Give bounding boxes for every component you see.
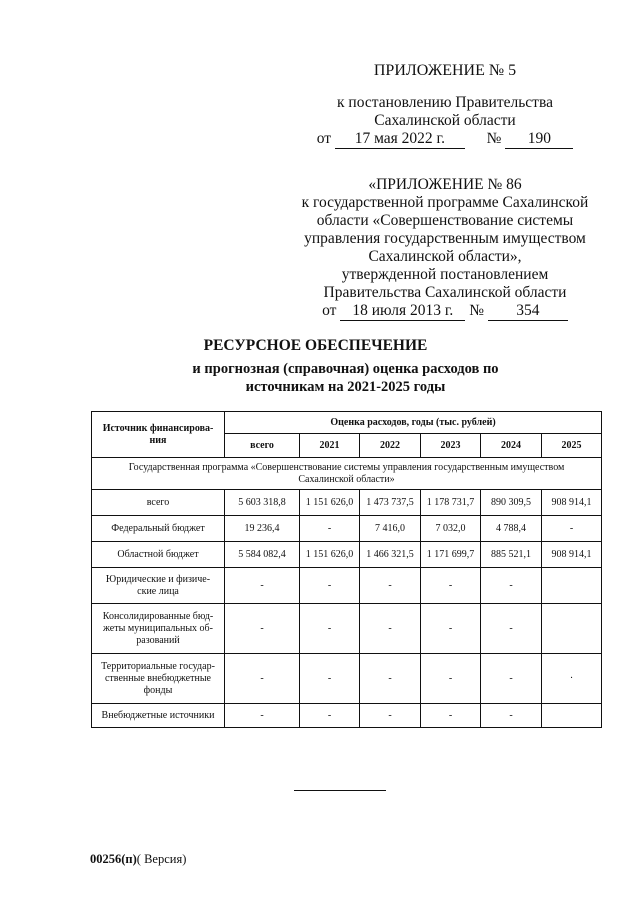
table-row <box>92 704 602 728</box>
table-cell: - <box>360 604 421 654</box>
col-header-2022: 2022 <box>360 434 421 458</box>
table-cell: - <box>481 654 542 704</box>
prior-appendix-from-label: от <box>322 302 337 319</box>
footer-code: 00256(п) <box>90 852 137 866</box>
row-label: всего <box>92 490 225 516</box>
appendix-date-line <box>300 130 590 149</box>
table-cell: - <box>225 654 300 704</box>
prior-appendix-line2: области «Совершенствование системы <box>316 212 574 229</box>
resource-table <box>91 411 602 728</box>
col-header-2023: 2023 <box>421 434 481 458</box>
prior-appendix-date: 18 июля 2013 г. <box>340 302 465 321</box>
source-header: Источник финансирова-ния <box>92 412 225 458</box>
prior-appendix-date-line <box>300 302 590 321</box>
table-cell: · <box>542 654 602 704</box>
table-cell: 19 236,4 <box>225 516 300 542</box>
appendix-number: 190 <box>505 130 573 149</box>
table-cell: 5 603 318,8 <box>225 490 300 516</box>
table-cell: 890 309,5 <box>481 490 542 516</box>
estimate-header: Оценка расходов, годы (тыс. рублей) <box>225 412 602 434</box>
table-cell: - <box>360 654 421 704</box>
table-row <box>92 654 602 704</box>
appendix-heading: ПРИЛОЖЕНИЕ № 5 <box>373 62 517 79</box>
appendix-line1: к постановлению Правительства <box>337 94 553 111</box>
table-cell: - <box>421 568 481 604</box>
table-cell: 1 466 321,5 <box>360 542 421 568</box>
table-cell: - <box>225 568 300 604</box>
col-header-2025: 2025 <box>542 434 602 458</box>
col-header-total: всего <box>225 434 300 458</box>
col-header-2024: 2024 <box>481 434 542 458</box>
document-title: РЕСУРСНОЕ ОБЕСПЕЧЕНИЕ <box>203 337 428 354</box>
end-separator <box>294 790 386 791</box>
table-cell <box>542 604 602 654</box>
row-label: Консолидированные бюд-жеты муниципальных об-разований <box>92 604 225 654</box>
appendix-num-label: № <box>486 130 502 147</box>
table-cell: - <box>481 704 542 728</box>
table-cell: - <box>421 704 481 728</box>
prior-appendix-line3: управления государственным имуществом <box>304 230 586 247</box>
prior-appendix-number: 354 <box>488 302 568 321</box>
footer-version <box>90 852 186 867</box>
table-cell: 1 151 626,0 <box>300 542 360 568</box>
appendix-line2: Сахалинской области <box>374 112 516 129</box>
table-cell: - <box>421 604 481 654</box>
table-row <box>92 542 602 568</box>
table-cell: - <box>421 654 481 704</box>
prior-appendix-line4: Сахалинской области», <box>368 248 522 265</box>
table-cell: - <box>481 568 542 604</box>
table-row <box>92 516 602 542</box>
table-cell: 7 032,0 <box>421 516 481 542</box>
prior-appendix-heading: «ПРИЛОЖЕНИЕ № 86 <box>368 176 522 193</box>
row-label: Федеральный бюджет <box>92 516 225 542</box>
row-label: Внебюджетные источники <box>92 704 225 728</box>
table-cell: - <box>300 654 360 704</box>
table-cell: 1 171 699,7 <box>421 542 481 568</box>
table-cell: - <box>360 568 421 604</box>
table-cell: 4 788,4 <box>481 516 542 542</box>
table-row <box>92 568 602 604</box>
table-cell: - <box>225 604 300 654</box>
table-cell: 1 151 626,0 <box>300 490 360 516</box>
row-label: Территориальные государ-ственные внебюджетные фонды <box>92 654 225 704</box>
prior-appendix-line1: к государственной программе Сахалинской <box>301 194 589 211</box>
table-cell: - <box>481 604 542 654</box>
table-cell: 5 584 082,4 <box>225 542 300 568</box>
table-cell: - <box>300 568 360 604</box>
table-cell: 1 178 731,7 <box>421 490 481 516</box>
prior-appendix-line5: утвержденной постановлением <box>341 266 549 283</box>
appendix-from-label: от <box>316 130 332 147</box>
appendix-date: 17 мая 2022 г. <box>335 130 465 149</box>
table-row <box>92 604 602 654</box>
appendix-block <box>300 62 590 149</box>
table-cell: - <box>300 516 360 542</box>
table-cell: 908 914,1 <box>542 490 602 516</box>
footer-version-label: ( Версия) <box>136 852 187 866</box>
table-cell: - <box>360 704 421 728</box>
table-cell: - <box>300 604 360 654</box>
table-cell: 1 473 737,5 <box>360 490 421 516</box>
program-row: Государственная программа «Совершенствование системы управления государственным имуществом Сахалинской области» <box>92 458 602 490</box>
table-row <box>92 490 602 516</box>
document-subtitle-1: и прогнозная (справочная) оценка расходов по <box>192 361 499 377</box>
prior-appendix-num-label: № <box>469 302 484 319</box>
table-cell: 908 914,1 <box>542 542 602 568</box>
table-cell: 885 521,1 <box>481 542 542 568</box>
table-cell: - <box>542 516 602 542</box>
table-cell: - <box>225 704 300 728</box>
col-header-2021: 2021 <box>300 434 360 458</box>
row-label: Юридические и физиче-ские лица <box>92 568 225 604</box>
table-cell <box>542 568 602 604</box>
prior-appendix-line6: Правительства Сахалинской области <box>323 284 567 301</box>
row-label: Областной бюджет <box>92 542 225 568</box>
table-cell: 7 416,0 <box>360 516 421 542</box>
document-subtitle-2: источникам на 2021-2025 годы <box>245 379 446 395</box>
table-cell: - <box>300 704 360 728</box>
table-cell <box>542 704 602 728</box>
prior-appendix-block <box>300 176 590 321</box>
